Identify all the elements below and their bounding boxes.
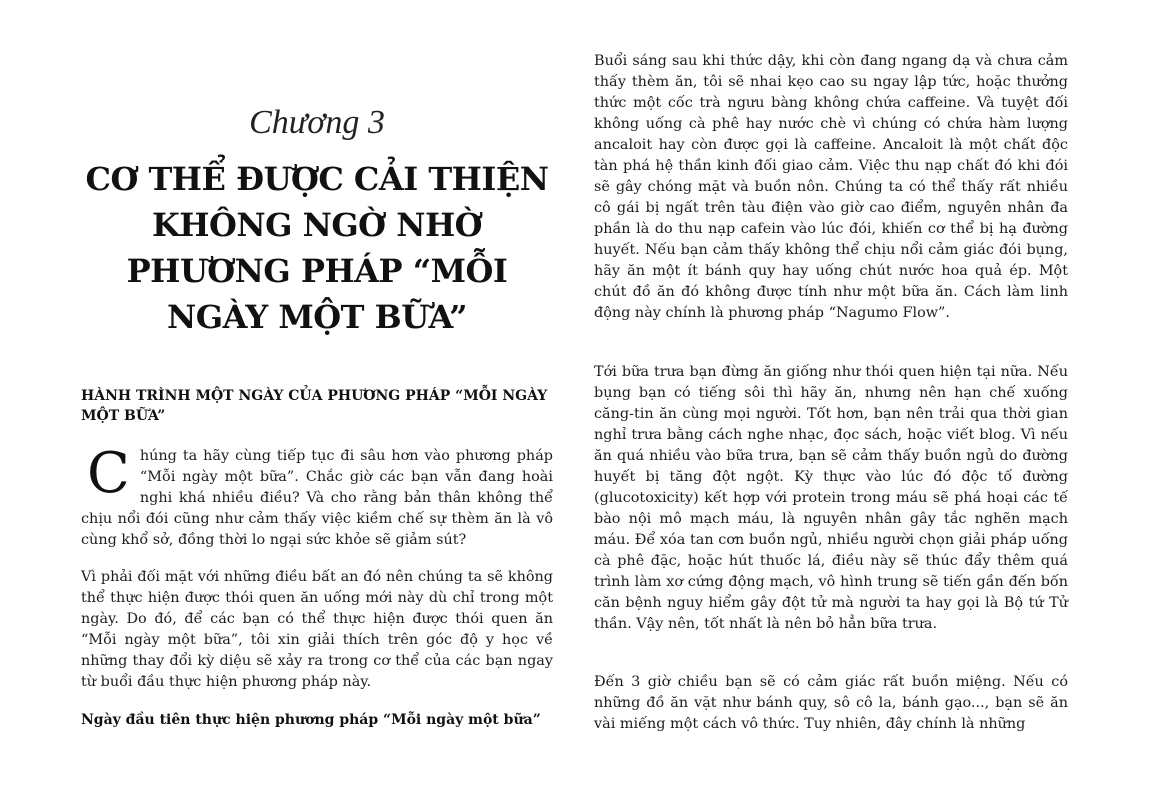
sub-heading: Ngày đầu tiên thực hiện phương pháp “Mỗi ngày một bữa” (81, 712, 541, 728)
paragraph-2: Vì phải đối mặt với những điều bất an đó nên chúng ta sẽ không thể thực hiện được thói quen ăn uống mới này dù chỉ trong một ngày. Do đó, để các bạn có thể thực hiện được thói quen ăn “Mỗi ngày một bữa”, tôi xin giải thích trên góc độ y học về những thay đổi kỳ diệu sẽ xảy ra trong cơ thể của các bạn ngay từ buổi đầu thực hiện phương pháp này. (81, 569, 553, 690)
right-page (594, 0, 1068, 800)
paragraph-intro-text: húng ta hãy cùng tiếp tục đi sâu hơn vào phương pháp “Mỗi ngày một bữa”. Chắc giờ các bạn vẫn đang hoài nghi khá nhiều điều? Và cho rằng bản thân không thể chịu nổi đói cũng như cảm thấy việc kiềm chế sự thèm ăn là vô cùng khổ sở, đồng thời lo ngại sức khỏe sẽ giảm sút? (81, 448, 553, 548)
drop-cap: C (87, 441, 130, 506)
paragraph-morning: Buổi sáng sau khi thức dậy, khi còn đang ngang dạ và chưa cảm thấy thèm ăn, tôi sẽ nhai kẹo cao su ngay lập tức, hoặc thưởng thức một cốc trà ngưu bàng không chứa caffeine. Và tuyệt đối không uống cà phê hay nước chè vì chúng có chứa hàm lượng ancaloit hay còn được gọi là caffeine. Ancaloit là một chất độc tàn phá hệ thần kinh đối giao cảm. Việc thu nạp chất đó khi đói sẽ gây chóng mặt và buồn nôn. Chúng ta có thể thấy rất nhiều cô gái bị ngất trên tàu điện vào giờ cao điểm, nguyên nhân đa phần là do thu nạp cafein vào lúc đói, khiến cơ thể bị hạ đường huyết. Nếu bạn cảm thấy không thể chịu nổi cảm giác đói bụng, hãy ăn một ít bánh quy hay uống chút nước hoa quả ép. Một chút đồ ăn đó không được tính như một bữa ăn. Cách làm linh động này chính là phương pháp “Nagumo Flow”. (594, 53, 1068, 321)
paragraph-lunch: Tới bữa trưa bạn đừng ăn giống như thói quen hiện tại nữa. Nếu bụng bạn có tiếng sôi thì hãy ăn, nhưng nên hạn chế xuống căng-tin ăn cùng mọi người. Tốt hơn, bạn nên trải qua thời gian nghỉ trưa bằng cách nghe nhạc, đọc sách, hoặc viết blog. Vì nếu ăn quá nhiều vào bữa trưa, bạn sẽ cảm thấy buồn ngủ do đường huyết bị tăng đột ngột. Kỳ thực vào lúc đó độc tố đường (glucotoxicity) kết hợp với protein trong máu sẽ phá hoại các tế bào nội mô mạch máu, là nguyên nhân gây tắc nghẽn mạch máu. Để xóa tan cơn buồn ngủ, nhiều người chọn giải pháp uống cà phê đặc, hoặc hút thuốc lá, điều này sẽ thúc đẩy thêm quá trình làm xơ cứng động mạch, vô hình trung sẽ tiến gần đến bốn căn bệnh nguy hiểm gây đột tử mà người ta hay gọi là Bộ tứ Tử thần. Vậy nên, tốt nhất là nên bỏ hẳn bữa trưa. (594, 364, 1068, 632)
chapter-label: Chương 3 (249, 104, 385, 141)
left-page (81, 0, 553, 800)
paragraph-intro (81, 441, 553, 551)
paragraph-afternoon: Đến 3 giờ chiều bạn sẽ có cảm giác rất buồn miệng. Nếu có những đồ ăn vặt như bánh quy, sô cô la, bánh gạo..., bạn sẽ ăn vài miếng một cách vô thức. Tuy nhiên, đây chính là những (594, 674, 1068, 732)
section-heading: HÀNH TRÌNH MỘT NGÀY CỦA PHƯƠNG PHÁP “MỖI NGÀY MỘT BỮA” (81, 388, 548, 424)
chapter-title: CƠ THỂ ĐƯỢC CẢI THIỆN KHÔNG NGỜ NHỜ PHƯƠNG PHÁP “MỖI NGÀY MỘT BỮA” (85, 160, 549, 336)
